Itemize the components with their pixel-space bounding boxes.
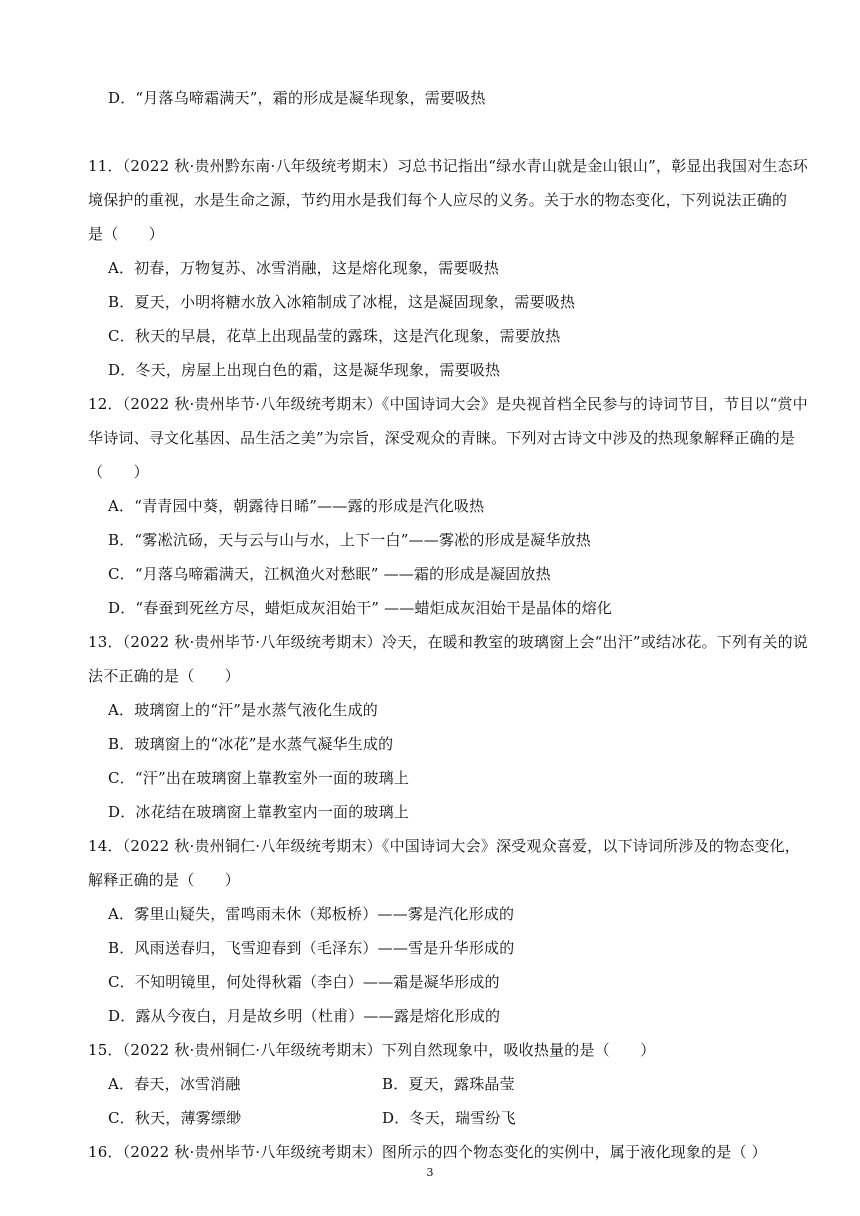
q15-option-d: D．冬天，瑞雪纷飞 [382,1109,516,1127]
q13-option-a: A．玻璃窗上的“汗”是水蒸气液化生成的 [108,701,378,719]
q12-stem-line-3: （ ） [88,463,149,481]
q11-stem-line-2: 境保护的重视，水是生命之源，节约用水是我们每个人应尽的义务。关于水的物态变化，下列说法正确的 [88,191,788,209]
q12-option-b: B．“雾凇沆砀，天与云与山与水，上下一白”——雾凇的形成是凝华放热 [108,531,591,549]
q13-stem-line-1: 13．（2022 秋·贵州毕节·八年级统考期末）冷天，在暖和教室的玻璃窗上会“出汗”或结冰花。下列有关的说 [88,633,809,651]
q14-option-c: C．不知明镜里，何处得秋霜（李白）——霜是凝华形成的 [108,973,500,991]
q14-stem-line-1: 14．（2022 秋·贵州铜仁·八年级统考期末）《中国诗词大会》深受观众喜爱，以下诗词所涉及的物态变化， [88,837,800,855]
q14-option-d: D．露从今夜白，月是故乡明（杜甫）——露是熔化形成的 [108,1007,501,1025]
q12-option-a: A．“青青园中葵，朝露待日晞”——露的形成是汽化吸热 [108,497,485,515]
q12-stem-line-1: 12．（2022 秋·贵州毕节·八年级统考期末）《中国诗词大会》是央视首档全民参与的诗词节目，节目以“赏中 [88,395,808,413]
q14-option-b: B．风雨送春归，飞雪迎春到（毛泽东）——雪是升华形成的 [108,939,515,957]
q16-stem-line-1: 16．（2022 秋·贵州毕节·八年级统考期末）图所示的四个物态变化的实例中，属于液化现象的是（ ） [88,1143,767,1161]
q13-option-b: B．玻璃窗上的“冰花”是水蒸气凝华生成的 [108,735,394,753]
q14-stem-line-2: 解释正确的是（ ） [88,871,241,889]
q11-stem-line-1: 11．（2022 秋·贵州黔东南·八年级统考期末）习总书记指出“绿水青山就是金山银山”，彰显出我国对生态环 [88,157,809,175]
q11-option-d: D．冬天，房屋上出现白色的霜，这是凝华现象，需要吸热 [108,361,501,379]
q12-stem-line-2: 华诗词、寻文化基因、品生活之美”为宗旨，深受观众的青睐。下列对古诗文中涉及的热现象解释正确的是 [88,429,796,447]
page-number: 3 [426,1166,434,1179]
q11-option-a: A．初春，万物复苏、冰雪消融，这是熔化现象，需要吸热 [108,259,500,277]
q13-option-d: D．冰花结在玻璃窗上靠教室内一面的玻璃上 [108,803,410,821]
q12-option-d: D．“春蚕到死丝方尽，蜡炬成灰泪始干” ——蜡炬成灰泪始干是晶体的熔化 [108,599,613,617]
q11-option-b: B．夏天，小明将糖水放入冰箱制成了冰棍，这是凝固现象，需要吸热 [108,293,576,311]
q15-stem-line-1: 15．（2022 秋·贵州铜仁·八年级统考期末）下列自然现象中，吸收热量的是（ ） [88,1041,656,1059]
q11-option-c: C．秋天的早晨，花草上出现晶莹的露珠，这是汽化现象，需要放热 [108,327,561,345]
q15-option-b: B．夏天，露珠晶莹 [382,1075,515,1093]
q15-option-a: A．春天，冰雪消融 [108,1075,241,1093]
q10-option-d: D．“月落乌啼霜满天”，霜的形成是凝华现象，需要吸热 [108,89,486,107]
q13-option-c: C．“汗”出在玻璃窗上靠教室外一面的玻璃上 [108,769,410,787]
q11-stem-line-3: 是（ ） [88,225,165,243]
q13-stem-line-2: 法不正确的是（ ） [88,667,241,685]
q15-option-c: C．秋天，薄雾缥缈 [108,1109,242,1127]
q14-option-a: A．雾里山疑失，雷鸣雨未休（郑板桥）——雾是汽化形成的 [108,905,515,923]
q12-option-c: C．“月落乌啼霜满天，江枫渔火对愁眠” ——霜的形成是凝固放热 [108,565,551,583]
